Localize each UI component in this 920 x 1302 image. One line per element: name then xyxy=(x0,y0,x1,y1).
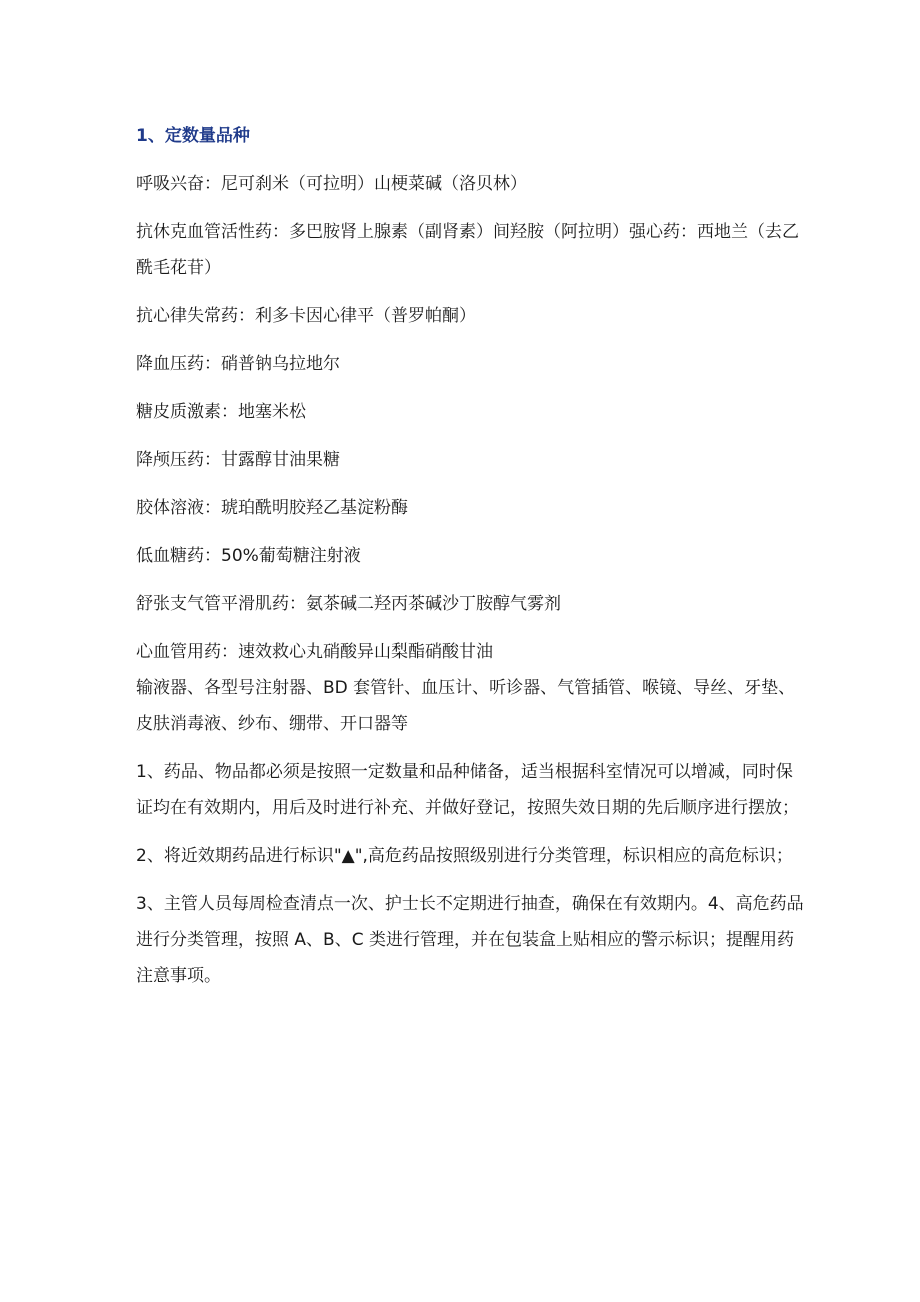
section-heading: 1、定数量品种 xyxy=(136,126,250,146)
drug-line-cardiovascular: 心血管用药：速效救心丸硝酸异山梨酯硝酸甘油 xyxy=(136,642,493,662)
rule-paragraph: 3、主管人员每周检查清点一次、护士长不定期进行抽查，确保在有效期内。4、高危药品进行分类管理，按照 A、B、C 类进行管理，并在包装盒上贴相应的警示标识；提醒用药注意事项。 xyxy=(136,894,804,986)
drug-line-bronchodilator: 舒张支气管平滑肌药：氨茶碱二羟丙茶碱沙丁胺醇气雾剂 xyxy=(136,594,561,614)
drug-line-intracranial: 降颅压药：甘露醇甘油果糖 xyxy=(136,450,340,470)
drug-line-antishock: 抗休克血管活性药：多巴胺肾上腺素（副肾素）间羟胺（阿拉明）强心药：西地兰（去乙酰毛花苷） xyxy=(136,222,799,278)
rule-paragraph: 1、药品、物品都必须是按照一定数量和品种储备，适当根据科室情况可以增减，同时保证均在有效期内，用后及时进行补充、并做好登记，按照失效日期的先后顺序进行摆放； xyxy=(136,762,799,818)
equipment-line: 输液器、各型号注射器、BD 套管针、血压计、听诊器、气管插管、喉镜、导丝、牙垫、皮肤消毒液、纱布、绷带、开口器等 xyxy=(136,678,796,734)
drug-line-glucocorticoid: 糖皮质激素：地塞米松 xyxy=(136,402,306,422)
rule-paragraph: 2、将近效期药品进行标识"▲",高危药品按照级别进行分类管理，标识相应的高危标识； xyxy=(136,846,793,866)
drug-line-respiratory: 呼吸兴奋：尼可刹米（可拉明）山梗菜碱（洛贝林） xyxy=(136,174,527,194)
document-body xyxy=(136,118,804,1006)
drug-line-colloid: 胶体溶液：琥珀酰明胶羟乙基淀粉酶 xyxy=(136,498,408,518)
drug-line-hypoglycemia: 低血糖药：50%葡萄糖注射液 xyxy=(136,546,361,566)
drug-line-antihypertensive: 降血压药：硝普钠乌拉地尔 xyxy=(136,354,340,374)
drug-line-antiarrhythmic: 抗心律失常药：利多卡因心律平（普罗帕酮） xyxy=(136,306,476,326)
